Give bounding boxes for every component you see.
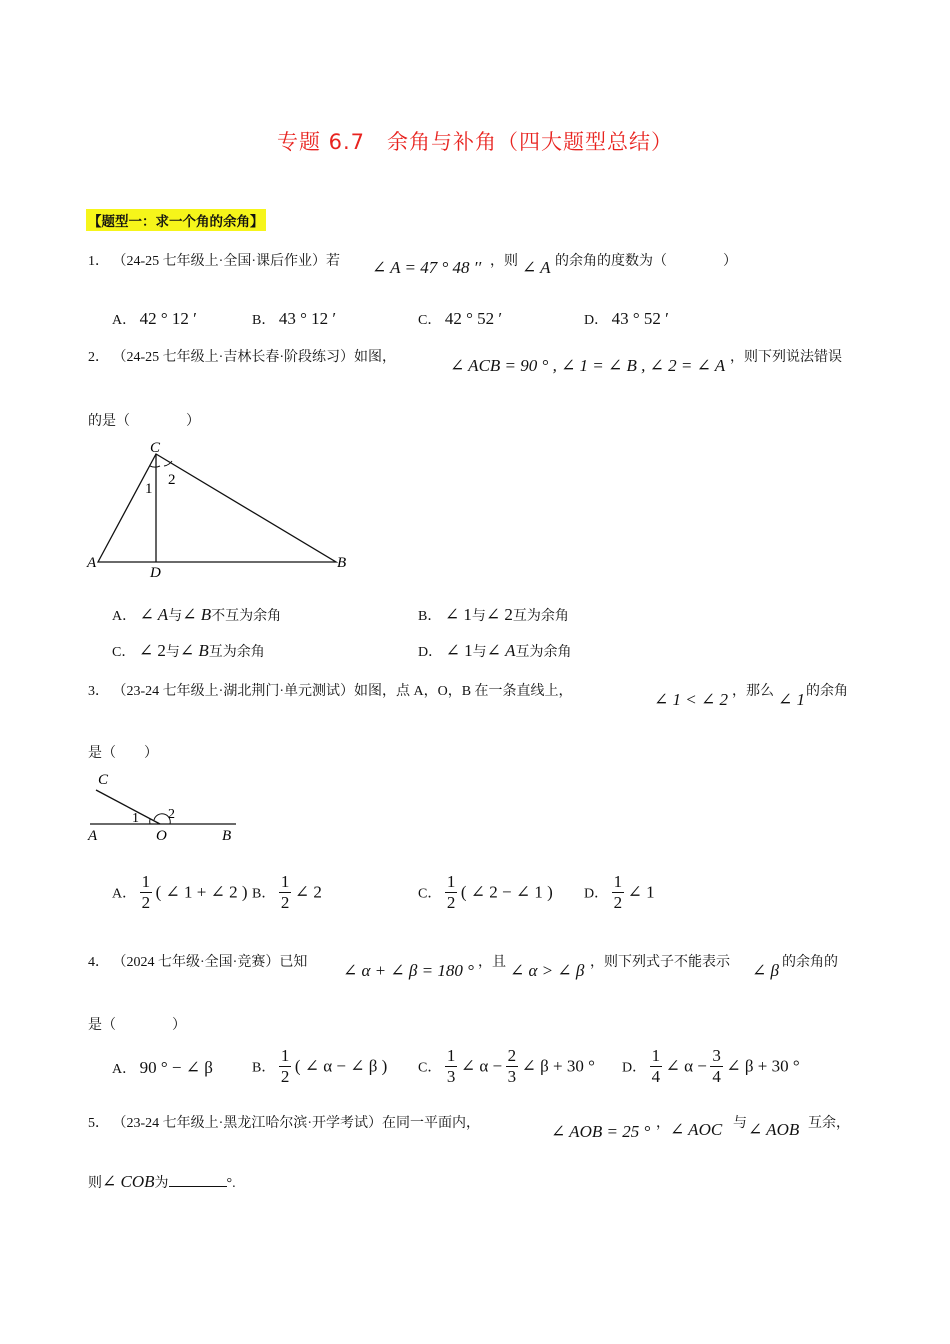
label-b: B bbox=[222, 828, 232, 844]
fraction bbox=[140, 872, 153, 913]
label-o: O bbox=[156, 828, 167, 844]
option-angle: ∠ B bbox=[179, 641, 209, 660]
option-letter: C． bbox=[418, 886, 442, 902]
option-expression: ∠ 1 bbox=[627, 882, 655, 902]
option-text: 不互为余角 bbox=[211, 609, 282, 624]
question-3 bbox=[88, 680, 573, 700]
question-5 bbox=[88, 1112, 480, 1132]
question-1 bbox=[88, 250, 340, 270]
fraction bbox=[279, 872, 292, 913]
q3-option-a[interactable] bbox=[112, 872, 248, 913]
q1-option-d[interactable] bbox=[584, 309, 669, 329]
denominator: 4 bbox=[651, 1067, 661, 1086]
q3-tail: 的余角 bbox=[806, 684, 848, 699]
question-4 bbox=[88, 951, 307, 971]
option-text: 43 ° 52 ′ bbox=[611, 309, 669, 328]
numerator: 1 bbox=[280, 872, 290, 891]
option-letter: B． bbox=[252, 313, 276, 328]
denominator: 3 bbox=[507, 1067, 517, 1086]
fraction bbox=[445, 872, 458, 913]
q3-option-d[interactable] bbox=[584, 872, 655, 913]
question-number: 3． bbox=[88, 684, 109, 699]
q3-option-c[interactable] bbox=[418, 872, 553, 913]
option-letter: D． bbox=[622, 1060, 647, 1076]
q1-tail: 的余角的度数为（ ） bbox=[555, 254, 737, 269]
q5-expression: ∠ AOB = 25 ° bbox=[551, 1122, 651, 1141]
option-text: 互为余角 bbox=[515, 645, 572, 660]
option-conj: 与 bbox=[472, 645, 487, 660]
ray-oc bbox=[96, 790, 160, 824]
option-expression: ( ∠ α − ∠ β ) bbox=[294, 1056, 388, 1076]
option-letter: B． bbox=[252, 1060, 276, 1076]
option-letter: D． bbox=[584, 313, 609, 328]
question-source: （24-25 七年级上·吉林长春·阶段练习）如图， bbox=[112, 350, 396, 365]
option-letter: C． bbox=[418, 1060, 442, 1076]
q4-option-a[interactable] bbox=[112, 1058, 213, 1078]
q4-option-b[interactable] bbox=[252, 1046, 387, 1087]
option-angle: ∠ A bbox=[486, 641, 516, 660]
option-expression: ∠ β + 30 ° bbox=[521, 1056, 595, 1076]
numerator: 2 bbox=[507, 1046, 517, 1065]
q5-text: 则 bbox=[88, 1176, 102, 1191]
q4-tail: 的余角的 bbox=[782, 955, 838, 970]
q4-expression-2: ∠ α > ∠ β bbox=[510, 961, 585, 980]
denominator: 2 bbox=[280, 1067, 290, 1086]
q4-mid: ，且 bbox=[478, 955, 506, 970]
q3-expression: ∠ 1 < ∠ 2 bbox=[654, 690, 728, 709]
numerator: 1 bbox=[613, 872, 623, 891]
q1-expression: ∠ A = 47 ° 48 ′′ bbox=[372, 258, 482, 277]
option-angle: ∠ B bbox=[182, 605, 212, 624]
section-header: 【题型一：求一个角的余角】 bbox=[86, 209, 266, 231]
option-angle: ∠ A bbox=[139, 605, 169, 624]
question-number: 1． bbox=[88, 254, 109, 269]
option-expression: ( ∠ 2 − ∠ 1 ) bbox=[460, 882, 553, 902]
label-angle-2: 2 bbox=[168, 807, 175, 822]
q2-option-b[interactable] bbox=[418, 605, 569, 625]
denominator: 2 bbox=[446, 893, 456, 912]
label-d: D bbox=[150, 565, 161, 581]
question-source: （24-25 七年级上·全国·课后作业）若 bbox=[112, 254, 340, 269]
q3-option-b[interactable] bbox=[252, 872, 322, 913]
option-conj: 与 bbox=[165, 645, 180, 660]
question-source: （23-24 七年级上·黑龙江哈尔滨·开学考试）在同一平面内， bbox=[112, 1116, 480, 1131]
label-c: C bbox=[150, 440, 161, 456]
q1-expression-2: ∠ A bbox=[522, 258, 551, 277]
option-text: 42 ° 52 ′ bbox=[444, 309, 503, 328]
option-letter: D． bbox=[584, 886, 609, 902]
option-expression: 90 ° − ∠ β bbox=[139, 1058, 213, 1077]
denominator: 3 bbox=[446, 1067, 456, 1086]
option-expression: ∠ α − bbox=[665, 1056, 707, 1076]
question-source: （23-24 七年级上·湖北荆门·单元测试）如图，点 A，O，B 在一条直线上， bbox=[112, 684, 573, 699]
label-a: A bbox=[88, 828, 98, 844]
q3-mid: ，那么 bbox=[732, 684, 774, 699]
q2-option-d[interactable] bbox=[418, 641, 572, 661]
label-angle-1: 1 bbox=[145, 481, 153, 497]
option-angle: ∠ 1 bbox=[445, 641, 473, 660]
option-letter: C． bbox=[112, 645, 136, 660]
option-conj: 与 bbox=[168, 609, 183, 624]
option-angle: ∠ 2 bbox=[485, 605, 513, 624]
question-number: 5． bbox=[88, 1116, 109, 1131]
numerator: 1 bbox=[141, 872, 151, 891]
label-c: C bbox=[98, 772, 109, 788]
question-number: 2． bbox=[88, 350, 109, 365]
denominator: 2 bbox=[280, 893, 290, 912]
option-text: 43 ° 12 ′ bbox=[278, 309, 337, 328]
fraction bbox=[612, 872, 625, 913]
q5-sep: ， bbox=[656, 1116, 670, 1131]
option-letter: C． bbox=[418, 313, 442, 328]
option-text: 互为余角 bbox=[208, 645, 265, 660]
q5-angle: ∠ COB bbox=[102, 1172, 155, 1191]
option-letter: B． bbox=[252, 886, 276, 902]
q5-line-2 bbox=[88, 1172, 236, 1192]
q2-triangle-figure bbox=[84, 436, 354, 582]
q4-expression: ∠ α + ∠ β = 180 ° bbox=[343, 961, 474, 980]
question-2 bbox=[88, 346, 396, 366]
angle-1-arc bbox=[150, 466, 160, 467]
option-letter: A． bbox=[112, 1062, 137, 1077]
q2-expression: ∠ ACB = 90 ° , ∠ 1 = ∠ B , ∠ 2 = ∠ A bbox=[450, 356, 726, 375]
q5-tail: 互余， bbox=[808, 1116, 850, 1131]
q1-option-b[interactable] bbox=[252, 309, 336, 329]
fraction bbox=[710, 1046, 723, 1087]
label-b: B bbox=[337, 555, 347, 571]
label-a: A bbox=[87, 555, 97, 571]
q2-option-c[interactable] bbox=[112, 641, 265, 661]
denominator: 2 bbox=[141, 893, 151, 912]
q2-option-a[interactable] bbox=[112, 605, 281, 625]
option-expression: ( ∠ 1 + ∠ 2 ) bbox=[155, 882, 248, 902]
option-angle: ∠ 2 bbox=[138, 641, 166, 660]
question-number: 4． bbox=[88, 955, 109, 970]
option-letter: A． bbox=[112, 886, 137, 902]
option-expression: ∠ 2 bbox=[294, 882, 322, 902]
option-expression: ∠ β + 30 ° bbox=[726, 1056, 800, 1076]
numerator: 1 bbox=[446, 1046, 456, 1065]
q4-line-2: 是（ ） bbox=[88, 1018, 186, 1033]
numerator: 1 bbox=[446, 872, 456, 891]
label-angle-1: 1 bbox=[132, 811, 139, 826]
q4-mid-2: ，则下列式子不能表示 bbox=[590, 955, 730, 970]
denominator: 2 bbox=[613, 893, 623, 912]
q5-expression-3: ∠ AOB bbox=[748, 1120, 800, 1139]
triangle-abc bbox=[98, 454, 336, 562]
page-title: 专题 6.7 余角与补角（四大题型总结） bbox=[276, 130, 674, 154]
q4-option-d[interactable] bbox=[622, 1046, 800, 1087]
q3-angle-figure bbox=[84, 768, 244, 846]
fraction bbox=[650, 1046, 663, 1087]
q3-expression-2: ∠ 1 bbox=[778, 690, 805, 709]
q5-mid: 与 bbox=[733, 1116, 747, 1131]
option-letter: D． bbox=[418, 645, 443, 660]
q3-line-2: 是（ ） bbox=[88, 746, 158, 761]
option-letter: B． bbox=[418, 609, 442, 624]
fraction bbox=[445, 1046, 458, 1087]
numerator: 3 bbox=[712, 1046, 721, 1065]
q2-line-2: 的是（ ） bbox=[88, 414, 200, 429]
q1-option-c[interactable] bbox=[418, 309, 502, 329]
option-expression: ∠ α − bbox=[460, 1056, 503, 1076]
q5-text: 为 bbox=[154, 1176, 169, 1191]
q5-expression-2: ∠ AOC bbox=[670, 1120, 723, 1139]
option-angle: ∠ 1 bbox=[444, 605, 472, 624]
label-angle-2: 2 bbox=[168, 472, 176, 488]
answer-blank[interactable] bbox=[169, 1172, 227, 1187]
q1-mid: ，则 bbox=[490, 254, 518, 269]
q4-option-c[interactable] bbox=[418, 1046, 595, 1087]
q5-text: °. bbox=[226, 1176, 236, 1191]
fraction bbox=[279, 1046, 292, 1087]
numerator: 1 bbox=[651, 1046, 661, 1065]
option-conj: 与 bbox=[471, 609, 486, 624]
numerator: 1 bbox=[280, 1046, 290, 1065]
option-text: 42 ° 12 ′ bbox=[139, 309, 197, 328]
question-source: （2024 七年级·全国·竞赛）已知 bbox=[112, 955, 308, 970]
denominator: 4 bbox=[712, 1067, 721, 1086]
q1-option-a[interactable] bbox=[112, 309, 197, 329]
option-text: 互为余角 bbox=[512, 609, 569, 624]
q2-tail: ，则下列说法错误 bbox=[730, 350, 842, 365]
q4-expression-3: ∠ β bbox=[752, 961, 779, 980]
option-letter: A． bbox=[112, 313, 137, 328]
fraction bbox=[506, 1046, 519, 1087]
option-letter: A． bbox=[112, 609, 137, 624]
